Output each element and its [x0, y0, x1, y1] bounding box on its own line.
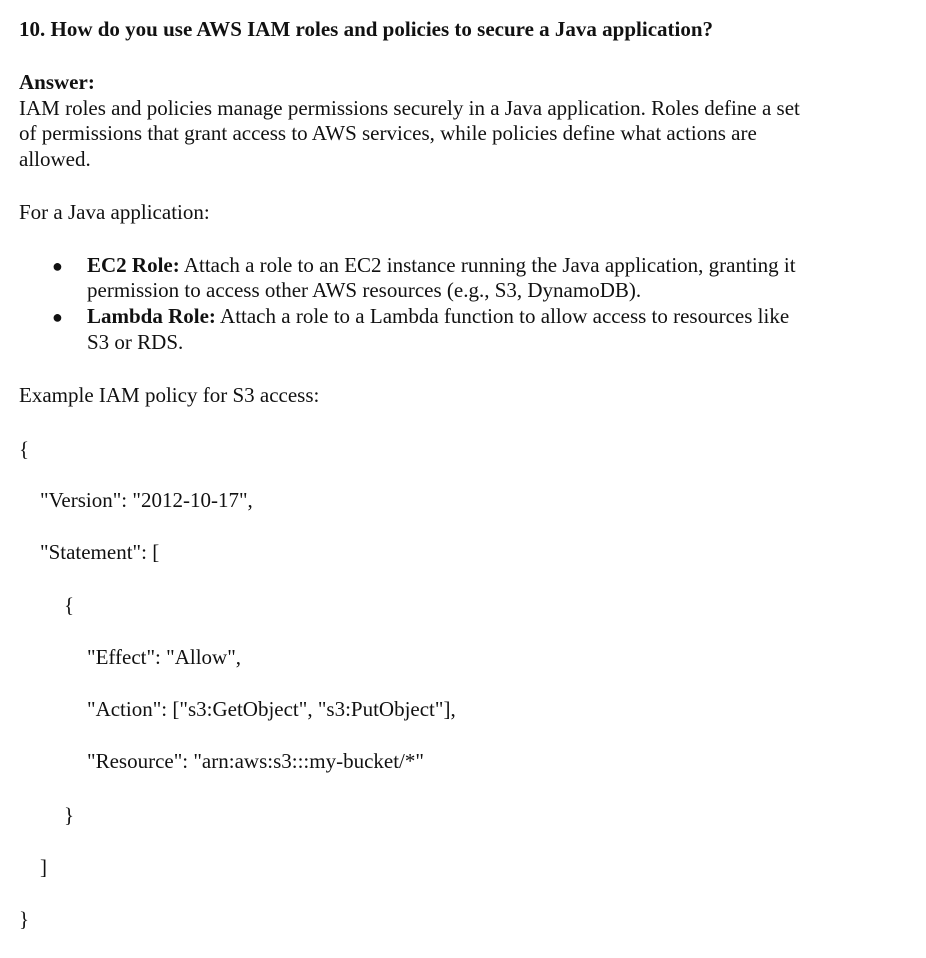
code-line: "Statement": [ — [40, 540, 160, 564]
code-line: { — [64, 593, 75, 617]
bullet-text: Attach a role to an EC2 instance running the Java application, granting it — [179, 253, 796, 277]
code-line: { — [19, 437, 30, 461]
answer-line: allowed. — [19, 147, 91, 171]
answer-line: of permissions that grant access to AWS services, while policies define what actions are — [19, 121, 757, 145]
code-line: } — [64, 803, 75, 827]
bullet-icon: ● — [52, 307, 63, 327]
code-line: "Effect": "Allow", — [87, 645, 242, 669]
list-item — [87, 303, 789, 329]
list-item — [87, 252, 796, 278]
intro-text: For a Java application: — [19, 200, 210, 224]
answer-label: Answer: — [19, 70, 95, 94]
bullet-term: Lambda Role: — [87, 304, 216, 328]
code-line: "Version": "2012-10-17", — [40, 488, 253, 512]
example-label: Example IAM policy for S3 access: — [19, 383, 320, 407]
bullet-text: Attach a role to a Lambda function to allow access to resources like — [215, 304, 790, 328]
bullet-term: EC2 Role: — [87, 253, 180, 277]
bullet-icon: ● — [52, 256, 63, 276]
answer-line: IAM roles and policies manage permissions securely in a Java application. Roles define a set — [19, 96, 800, 120]
code-line: ] — [40, 855, 47, 879]
code-line: "Action": ["s3:GetObject", "s3:PutObject"], — [87, 697, 456, 721]
question-heading: 10. How do you use AWS IAM roles and policies to secure a Java application? — [19, 17, 714, 41]
code-line: "Resource": "arn:aws:s3:::my-bucket/*" — [87, 749, 424, 773]
bullet-text-cont: permission to access other AWS resources (e.g., S3, DynamoDB). — [87, 278, 642, 302]
bullet-text-cont: S3 or RDS. — [87, 330, 184, 354]
code-line: } — [19, 907, 30, 931]
